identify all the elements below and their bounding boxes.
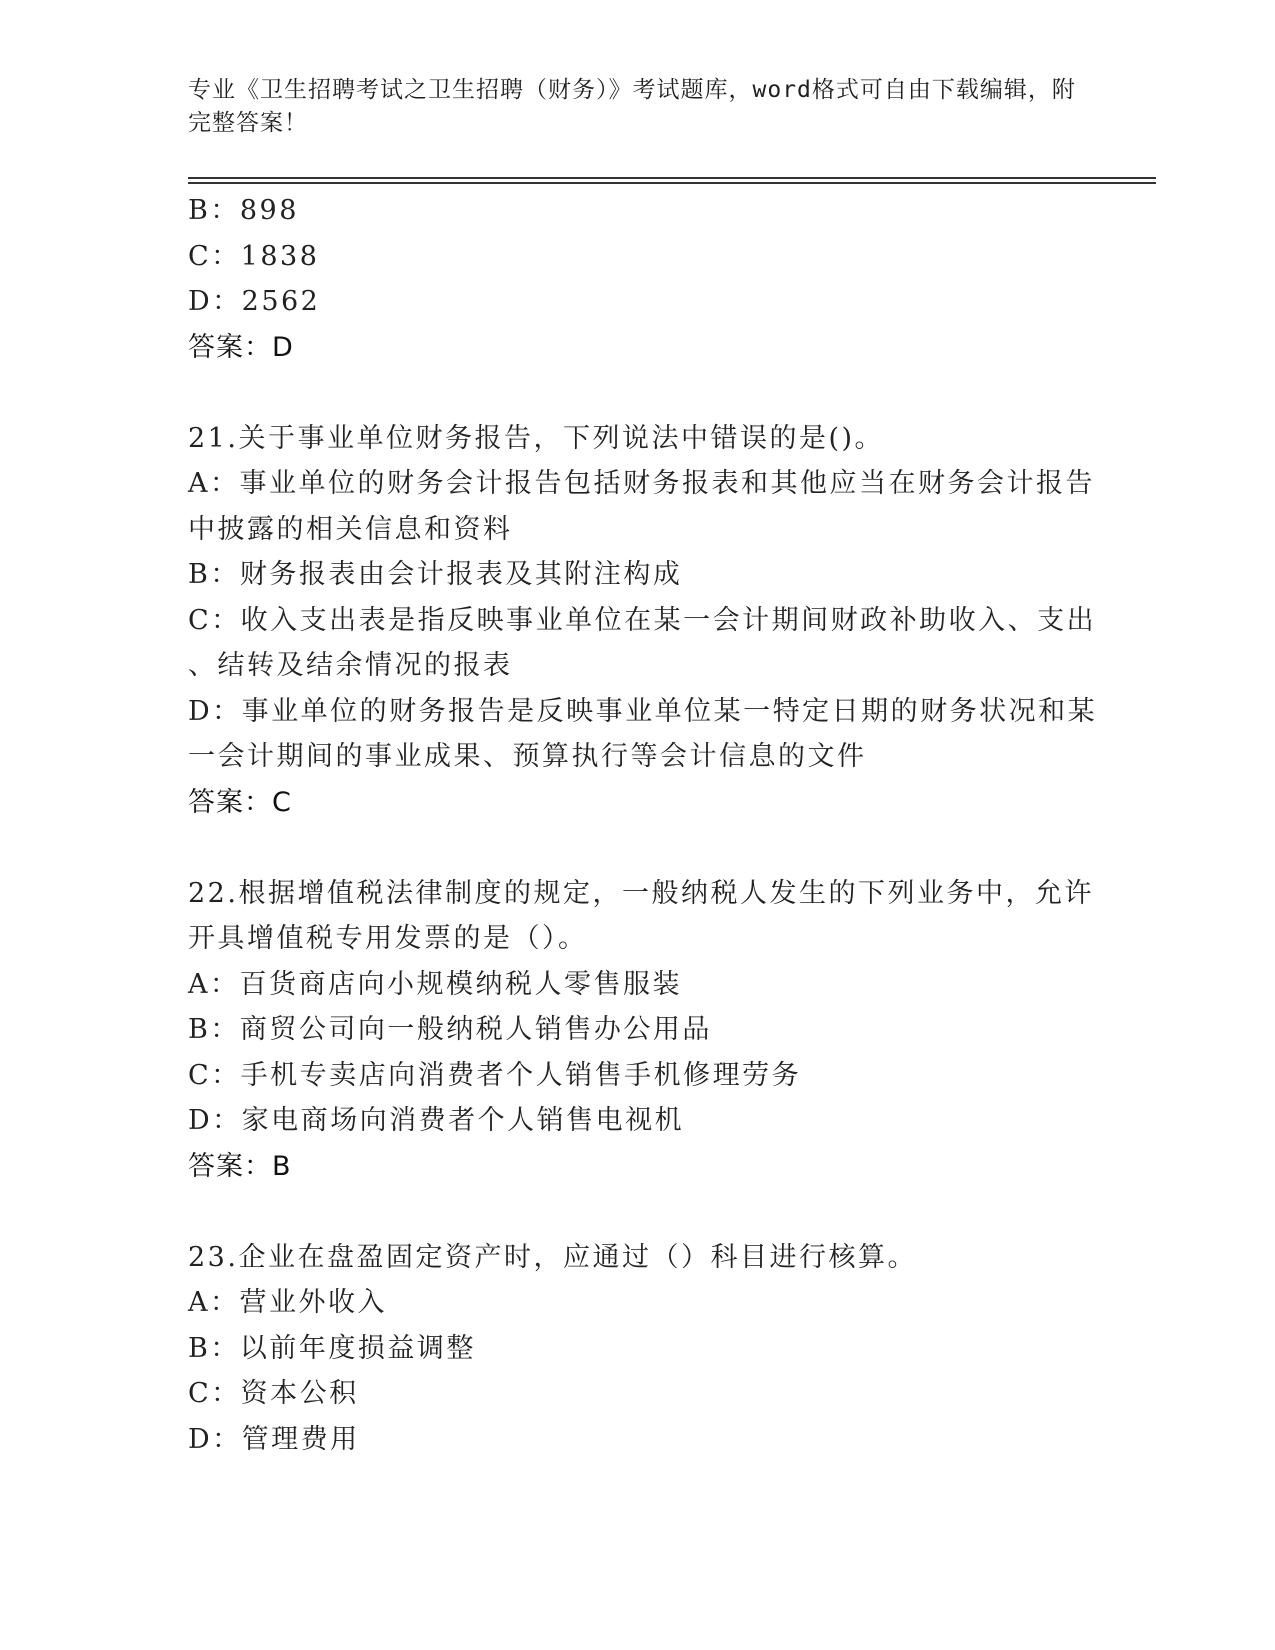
header-divider-bottom bbox=[188, 182, 1156, 184]
option-line: A：百货商店向小规模纳税人零售服装 bbox=[188, 968, 682, 1000]
option-line: 中披露的相关信息和资料 bbox=[188, 513, 513, 545]
question-content bbox=[188, 188, 1098, 1462]
option-line: D：家电商场向消费者个人销售电视机 bbox=[188, 1105, 685, 1136]
spacer bbox=[188, 825, 1088, 871]
document-header-title: 专业《卫生招聘考试之卫生招聘（财务）》考试题库，word格式可自由下载编辑，附完整答案！ bbox=[188, 77, 1076, 136]
answer-line: 答案：B bbox=[188, 1150, 292, 1182]
header-divider-top bbox=[188, 177, 1156, 179]
question-stem: 23.企业在盘盈固定资产时，应通过（）科目进行核算。 bbox=[188, 1241, 917, 1273]
question-block-22 bbox=[188, 871, 1094, 1190]
option-line: 、结转及结余情况的报表 bbox=[188, 650, 513, 681]
option-line: B：以前年度损益调整 bbox=[188, 1332, 476, 1364]
option-line: C：手机专卖店向消费者个人销售手机修理劳务 bbox=[188, 1059, 802, 1091]
option-line: D：管理费用 bbox=[188, 1423, 360, 1455]
option-line: D：事业单位的财务报告是反映事业单位某一特定日期的财务状况和某 bbox=[188, 695, 1098, 727]
option-line: B：商贸公司向一般纳税人销售办公用品 bbox=[188, 1014, 712, 1045]
spacer bbox=[188, 1189, 1088, 1235]
option-line: B：898 bbox=[188, 195, 299, 226]
option-line: A：事业单位的财务会计报告包括财务报表和其他应当在财务会计报告 bbox=[188, 468, 1095, 499]
option-line: B：财务报表由会计报表及其附注构成 bbox=[188, 559, 683, 590]
question-stem: 开具增值税专用发票的是（）。 bbox=[188, 923, 588, 954]
option-line: 一会计期间的事业成果、预算执行等会计信息的文件 bbox=[188, 741, 867, 772]
option-line: C：收入支出表是指反映事业单位在某一会计期间财政补助收入、支出 bbox=[188, 604, 1097, 636]
question-block-21 bbox=[188, 416, 1098, 826]
option-line: C：资本公积 bbox=[188, 1378, 359, 1409]
spacer bbox=[188, 370, 1088, 416]
answer-line: 答案：D bbox=[188, 331, 294, 363]
option-line: C：1838 bbox=[188, 240, 320, 272]
question-block-23 bbox=[188, 1235, 1088, 1463]
continued-question-block bbox=[188, 188, 1088, 370]
answer-line: 答案：C bbox=[188, 786, 292, 818]
question-stem: 21.关于事业单位财务报告，下列说法中错误的是()。 bbox=[188, 422, 885, 454]
option-line: D：2562 bbox=[188, 286, 321, 317]
option-line: A：营业外收入 bbox=[188, 1287, 387, 1318]
question-stem: 22.根据增值税法律制度的规定，一般纳税人发生的下列业务中，允许 bbox=[188, 877, 1094, 909]
